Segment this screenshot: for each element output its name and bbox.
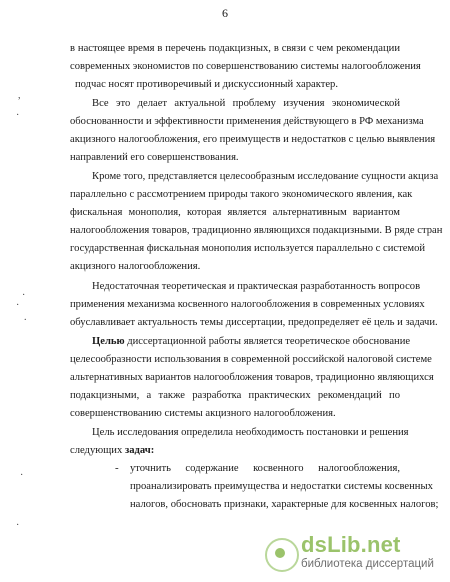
dslib-logo-icon bbox=[265, 538, 299, 572]
text-line: целесообразности использования в современной российской налоговой системе bbox=[70, 354, 432, 365]
margin-mark: · bbox=[16, 110, 20, 121]
text-line: совершенствованию системы акцизного налогообложения. bbox=[70, 408, 336, 419]
text-line: фискальная монополия, которая является альтернативным вариантом bbox=[70, 207, 400, 218]
text-fragment: следующих bbox=[70, 445, 123, 456]
text-line: подчас носят противоречивый и дискуссионный характер. bbox=[75, 79, 338, 90]
text-line: параллельно с рассмотрением природы такого экономического явления, как bbox=[70, 189, 413, 200]
margin-mark: , bbox=[18, 90, 21, 101]
text-line: Кроме того, представляется целесообразным исследование сущности акциза bbox=[92, 171, 439, 182]
watermark bbox=[265, 532, 440, 574]
list-item: проанализировать преимущества и недостатки системы косвенных bbox=[130, 481, 433, 492]
margin-mark: · bbox=[20, 470, 24, 481]
list-item: налогов, обосновать признаки, характерные для косвенных налогов; bbox=[130, 499, 439, 510]
emphasis-goal: Целью bbox=[92, 336, 125, 347]
page-number: 6 bbox=[222, 6, 228, 20]
emphasis-tasks: задач bbox=[124, 445, 151, 456]
text-line: в настоящее время в перечень подакцизных, в связи с чем рекомендации bbox=[70, 43, 400, 54]
list-bullet: - bbox=[115, 462, 119, 474]
text-line bbox=[92, 335, 411, 348]
text-line: акцизного налогообложения, его преимуществ и недостатков с целью выявления bbox=[70, 134, 436, 145]
margin-mark: · bbox=[16, 520, 20, 531]
text-line bbox=[70, 444, 400, 457]
text-line: обуславливает актуальность темы диссертации, предопределяет её цель и задачи. bbox=[70, 317, 438, 328]
text-line: налогообложения товаров, традиционно являющихся подакцизными. В ряде стран bbox=[70, 225, 443, 236]
text-line: современных экономистов по совершенствованию системы налогообложения bbox=[70, 61, 421, 72]
margin-mark: · bbox=[16, 300, 20, 311]
text-line: государственная фискальная монополия используется параллельно с системой bbox=[70, 243, 426, 254]
text-line: Цель исследования определила необходимость постановки и решения bbox=[92, 427, 409, 438]
margin-mark: . bbox=[24, 312, 27, 323]
text-line: акцизного налогообложения. bbox=[70, 261, 201, 272]
text-fragment: диссертационной работы является теоретическое обоснование bbox=[127, 336, 411, 347]
margin-mark: · bbox=[22, 290, 26, 301]
list-item: уточнить содержание косвенного налогообложения, bbox=[130, 463, 400, 474]
colon: : bbox=[150, 445, 155, 456]
text-line: обоснованности и эффективности применения действующего в РФ механизма bbox=[70, 116, 424, 127]
watermark-title: dsLib.net bbox=[301, 532, 401, 557]
text-line: подакцизными, а также разработка практических рекомендаций по bbox=[70, 390, 400, 401]
text-line: альтернативных вариантов налогообложения товаров, традиционно являющихся bbox=[70, 372, 434, 383]
text-line: Недостаточная теоретическая и практическая разработанность вопросов bbox=[92, 281, 421, 292]
watermark-subtitle: библиотека диссертаций bbox=[301, 558, 434, 570]
text-line: направлений его совершенствования. bbox=[70, 152, 239, 163]
text-line: применения механизма косвенного налогообложения в современных условиях bbox=[70, 299, 425, 310]
text-line: Все это делает актуальной проблему изучения экономической bbox=[92, 98, 400, 109]
